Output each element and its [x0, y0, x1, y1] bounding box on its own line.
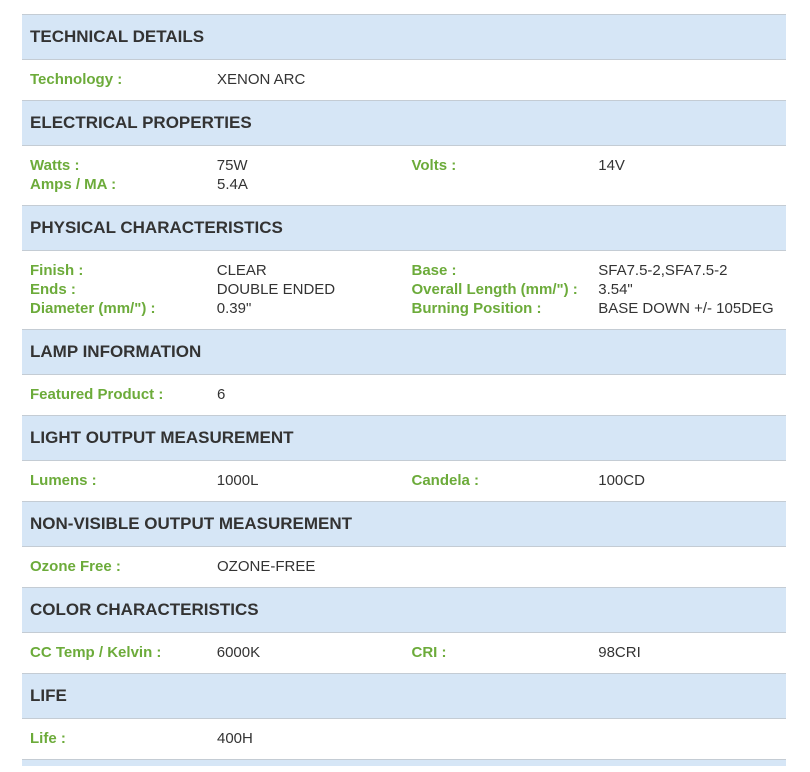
spec-value: XENON ARC [217, 71, 306, 88]
spec-label: Amps / MA : [30, 176, 117, 193]
spec-label: Diameter (mm/") : [30, 300, 156, 317]
spec-label: Finish : [30, 262, 84, 279]
spec-value: 3.54" [598, 281, 633, 298]
spec-table [22, 14, 786, 766]
spec-value: 14V [598, 157, 625, 174]
spec-value: 75W [216, 157, 248, 174]
section-body-lamp-information [22, 375, 786, 415]
spec-label: Technology : [30, 71, 123, 88]
spec-label: CC Temp / Kelvin : [30, 644, 162, 661]
section-header-light-output-measurement [22, 415, 786, 461]
section-body-life [22, 719, 786, 759]
section-title: ELECTRICAL PROPERTIES [30, 113, 252, 132]
spec-value: 400H [217, 730, 253, 747]
section-title: PHYSICAL CHARACTERISTICS [30, 218, 283, 237]
spec-value: 0.39" [216, 300, 252, 317]
section-title: LAMP INFORMATION [30, 342, 202, 361]
spec-value: BASE DOWN +/- 105DEG [598, 300, 774, 317]
spec-label: CRI : [411, 644, 447, 661]
section-body-color-characteristics [22, 633, 786, 673]
section-header-life [22, 673, 786, 719]
spec-label: Overall Length (mm/") : [411, 281, 578, 298]
section-body-technical-details [22, 60, 786, 100]
spec-label: Ends : [30, 281, 76, 298]
section-title: LIGHT OUTPUT MEASUREMENT [30, 428, 294, 447]
section-header-technical-details [22, 14, 786, 60]
section-title: COLOR CHARACTERISTICS [30, 600, 259, 619]
section-body-light-output-measurement [22, 461, 786, 501]
spec-value: OZONE-FREE [217, 558, 316, 575]
spec-value: 5.4A [217, 176, 248, 193]
spec-row [30, 280, 778, 299]
spec-row [30, 643, 778, 662]
section-body-non-visible-output-measurement [22, 547, 786, 587]
spec-value: 1000L [216, 472, 259, 489]
spec-row [30, 261, 778, 280]
spec-label: Base : [411, 262, 457, 279]
spec-row [30, 557, 778, 576]
spec-value: 6000K [216, 644, 261, 661]
spec-row [30, 299, 778, 318]
spec-row [30, 70, 778, 89]
section-header-lamp-information [22, 329, 786, 375]
spec-value: 100CD [598, 472, 645, 489]
spec-row [30, 471, 778, 490]
spec-label: Featured Product : [30, 386, 164, 403]
spec-label: Burning Position : [411, 300, 542, 317]
section-header-physical-characteristics [22, 205, 786, 251]
section-title: TECHNICAL DETAILS [30, 27, 205, 46]
spec-value: SFA7.5-2,SFA7.5-2 [598, 262, 728, 279]
spec-label: Candela : [411, 472, 479, 489]
section-header-color-characteristics [22, 587, 786, 633]
spec-row [30, 175, 778, 194]
next-section-header-edge [22, 759, 786, 766]
spec-row [30, 156, 778, 175]
spec-label: Watts : [30, 157, 80, 174]
spec-value: CLEAR [216, 262, 267, 279]
section-header-electrical-properties [22, 100, 786, 146]
section-body-electrical-properties [22, 146, 786, 205]
spec-label: Volts : [411, 157, 457, 174]
spec-value: DOUBLE ENDED [216, 281, 336, 298]
section-title: NON-VISIBLE OUTPUT MEASUREMENT [30, 514, 353, 533]
spec-row [30, 729, 778, 748]
section-title: LIFE [30, 686, 67, 705]
section-header-non-visible-output-measurement [22, 501, 786, 547]
spec-label: Ozone Free : [30, 558, 121, 575]
spec-value: 98CRI [598, 644, 641, 661]
section-body-physical-characteristics [22, 251, 786, 329]
spec-label: Life : [30, 730, 66, 747]
spec-row [30, 385, 778, 404]
spec-value: 6 [217, 386, 226, 403]
spec-label: Lumens : [30, 472, 97, 489]
